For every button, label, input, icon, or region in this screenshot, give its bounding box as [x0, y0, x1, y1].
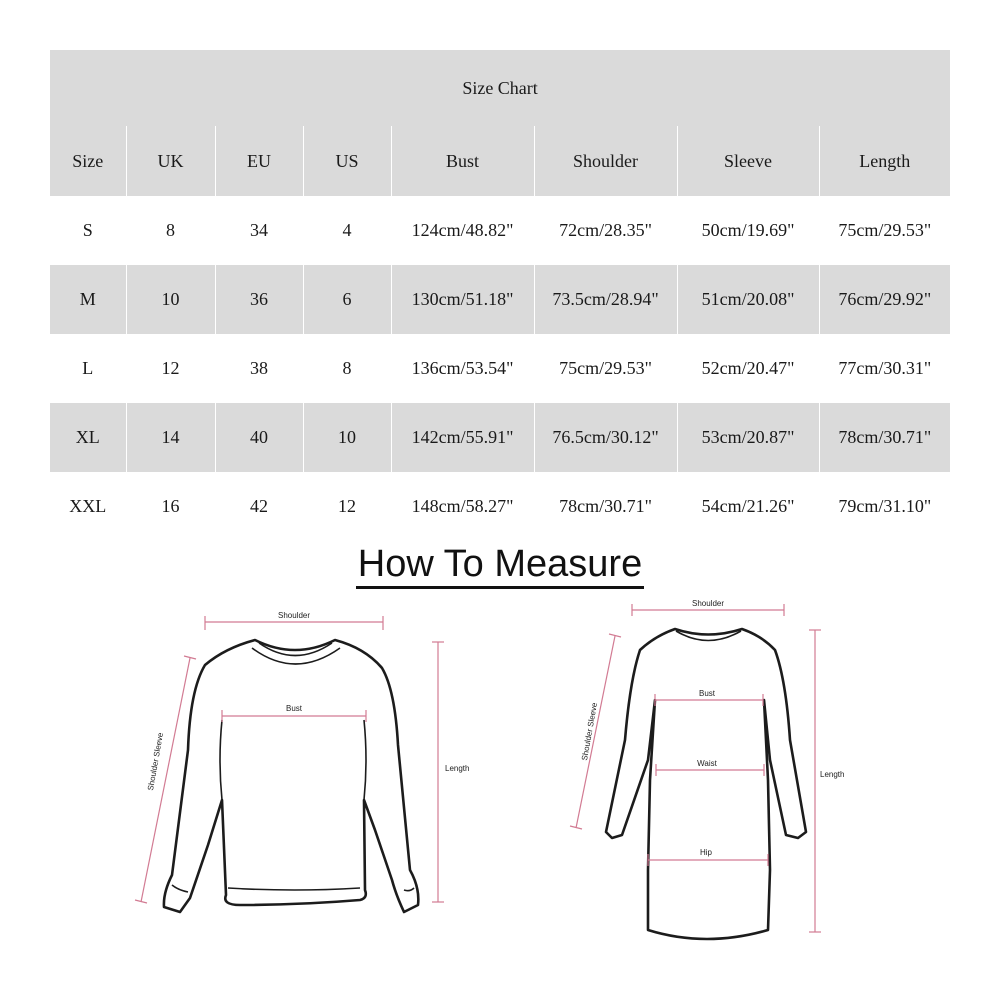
- table-cell: 130cm/51.18": [391, 265, 534, 334]
- dress-hip-measure: [648, 848, 768, 866]
- table-cell: 76cm/29.92": [819, 265, 950, 334]
- dress-bust-measure: [655, 689, 763, 706]
- table-cell: S: [50, 196, 126, 265]
- table-cell: 136cm/53.54": [391, 334, 534, 403]
- table-cell: 75cm/29.53": [534, 334, 677, 403]
- column-header-length: Length: [819, 126, 950, 196]
- table-cell: 10: [126, 265, 215, 334]
- table-cell: XXL: [50, 472, 126, 541]
- dress-outline: [606, 629, 806, 939]
- table-cell: 53cm/20.87": [677, 403, 819, 472]
- dress-shoulder-label: Shoulder: [691, 599, 725, 608]
- size-chart-title: Size Chart: [50, 50, 950, 126]
- table-cell: 78cm/30.71": [534, 472, 677, 541]
- table-cell: 54cm/21.26": [677, 472, 819, 541]
- table-cell: 38: [215, 334, 303, 403]
- dress-shoulder-measure: [632, 599, 784, 616]
- dress-length-measure: [809, 630, 844, 932]
- dress-waist-label: Waist: [697, 759, 717, 768]
- sweater-shoulder-label: Shoulder: [277, 611, 311, 620]
- column-header-bust: Bust: [391, 126, 534, 196]
- table-cell: 79cm/31.10": [819, 472, 950, 541]
- dress-length-label: Length: [820, 770, 845, 779]
- table-cell: 12: [303, 472, 391, 541]
- sweater-length-label: Length: [445, 764, 470, 773]
- dress-waist-measure: [656, 759, 764, 776]
- table-cell: 16: [126, 472, 215, 541]
- table-cell: 40: [215, 403, 303, 472]
- table-cell: 75cm/29.53": [819, 196, 950, 265]
- column-header-uk: UK: [126, 126, 215, 196]
- table-cell: 34: [215, 196, 303, 265]
- dress-bust-label: Bust: [698, 689, 716, 698]
- table-cell: 51cm/20.08": [677, 265, 819, 334]
- sweater-bust-label: Bust: [285, 704, 303, 713]
- table-cell: 50cm/19.69": [677, 196, 819, 265]
- table-cell: 8: [126, 196, 215, 265]
- table-cell: 78cm/30.71": [819, 403, 950, 472]
- table-cell: 76.5cm/30.12": [534, 403, 677, 472]
- table-cell: 124cm/48.82": [391, 196, 534, 265]
- table-cell: 10: [303, 403, 391, 472]
- column-header-us: US: [303, 126, 391, 196]
- table-cell: 52cm/20.47": [677, 334, 819, 403]
- sweater-sleeve-label: Shoulder Sleeve: [146, 731, 166, 792]
- table-cell: 8: [303, 334, 391, 403]
- table-cell: L: [50, 334, 126, 403]
- table-cell: 142cm/55.91": [391, 403, 534, 472]
- table-cell: M: [50, 265, 126, 334]
- table-cell: 148cm/58.27": [391, 472, 534, 541]
- column-header-sleeve: Sleeve: [677, 126, 819, 196]
- table-cell: 77cm/30.31": [819, 334, 950, 403]
- column-header-shoulder: Shoulder: [534, 126, 677, 196]
- column-header-size: Size: [50, 126, 126, 196]
- dress-sleeve-label: Shoulder Sleeve: [580, 701, 600, 762]
- table-cell: 72cm/28.35": [534, 196, 677, 265]
- dress-hip-label: Hip: [699, 848, 713, 857]
- column-header-eu: EU: [215, 126, 303, 196]
- table-cell: 73.5cm/28.94": [534, 265, 677, 334]
- table-cell: 6: [303, 265, 391, 334]
- table-cell: 4: [303, 196, 391, 265]
- table-cell: 42: [215, 472, 303, 541]
- table-cell: 36: [215, 265, 303, 334]
- table-cell: 14: [126, 403, 215, 472]
- table-cell: XL: [50, 403, 126, 472]
- how-to-measure-title: How To Measure: [356, 543, 644, 589]
- table-cell: 12: [126, 334, 215, 403]
